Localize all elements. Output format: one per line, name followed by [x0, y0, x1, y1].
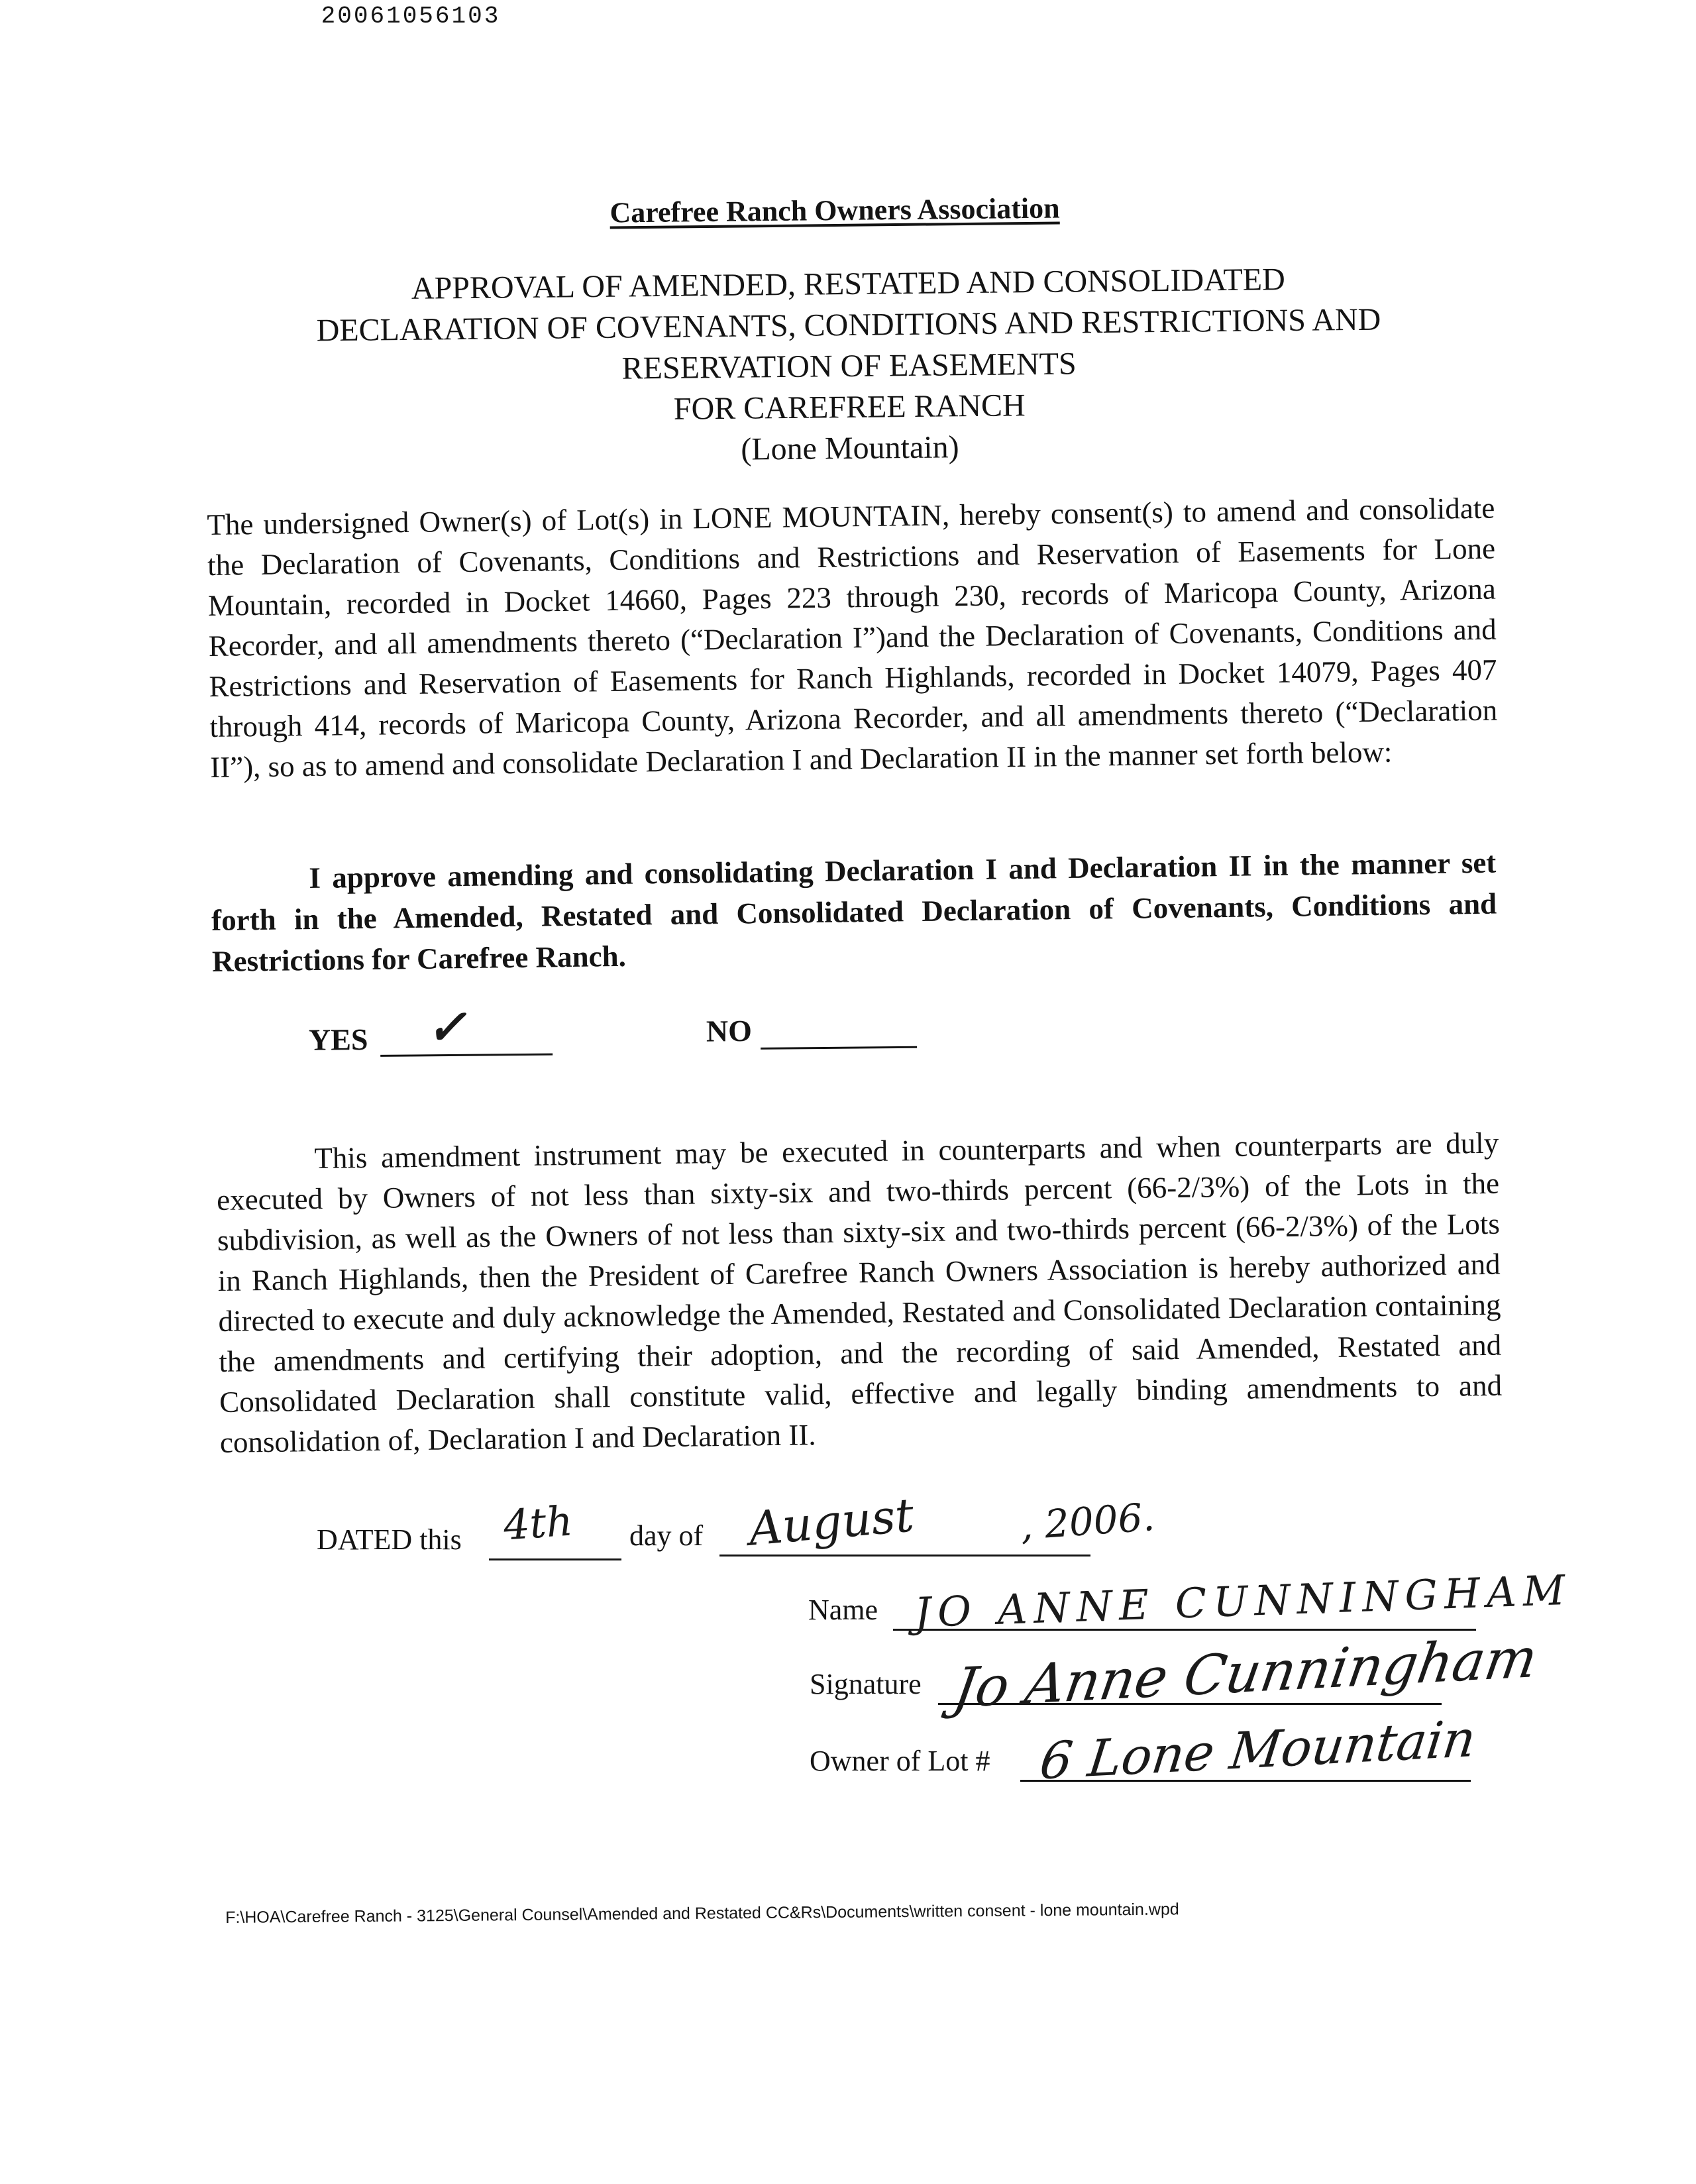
- footer-file-path: F:\HOA\Carefree Ranch - 3125\General Counsel\Amended and Restated CC&Rs\Documents\written consent - lone mountain.wpd: [225, 1900, 1179, 1927]
- lot-handwritten: 6 Lone Mountain: [1036, 1708, 1479, 1791]
- yes-checkmark: ✓: [426, 998, 467, 1056]
- signature-handwritten: Jo Anne Cunningham: [949, 1626, 1542, 1721]
- heading-line: APPROVAL OF AMENDED, RESTATED AND CONSOLIDATED: [411, 262, 1286, 306]
- recording-number: 20061056103: [321, 3, 501, 30]
- consent-paragraph: The undersigned Owner(s) of Lot(s) in LONE MOUNTAIN, hereby consent(s) to amend and consolidate the Declaration of Covenants, Conditions and Restrictions and Reservation of Easements for Lone Mountain, recorded in Docket 14660, Pages 223 through 230, records of Maricopa County, Arizona Recorder, and all amendments thereto (“Declaration I”)and the Declaration of Covenants, Conditions and Restrictions and Reservation of Easements for Ranch Highlands, recorded in Docket 14079, Pages 407 through 414, records of Maricopa County, Arizona Recorder, and all amendments thereto (“Declaration II”), so as to amend and consolidate Declaration I and Declaration II in the manner set forth below:: [207, 491, 1498, 784]
- heading-line: RESERVATION OF EASEMENTS: [621, 346, 1077, 386]
- dated-label: DATED this: [317, 1523, 462, 1556]
- no-label: NO: [706, 1013, 753, 1048]
- month-line[interactable]: [719, 1555, 1090, 1556]
- signature-label: Signature: [810, 1668, 922, 1700]
- name-handwritten: JO ANNE CUNNINGHAM: [914, 1565, 1573, 1637]
- day-line[interactable]: [489, 1558, 621, 1560]
- heading-line: (Lone Mountain): [741, 429, 959, 467]
- counterparts-paragraph: This amendment instrument may be executed in counterparts and when counterparts are duly executed by Owners of not less than sixty-six and two-thirds percent (66-2/3%) of the Lots in the subdivision, as well as the Owners of not less than sixty-six and two-thirds percent (66-2/3%) of the Lots in Ranch Highlands, then the President of Carefree Ranch Owners Association is hereby authorized and directed to execute and duly acknowledge the Amended, Restated and Consolidated Declaration containing the amendments and certifying their adoption, and the recording of said Amended, Restated and Consolidated Declaration shall constitute valid, effective and legally binding amendments to and consolidation of, Declaration I and Declaration II.: [216, 1126, 1503, 1459]
- lot-label: Owner of Lot #: [810, 1745, 990, 1777]
- day-handwritten: 4th: [502, 1496, 574, 1550]
- approval-statement: I approve amending and consolidating Declaration I and Declaration II in the manner set forth in the Amended, Restated and Consolidated Declaration of Covenants, Conditions and Restrictions for Carefree Ranch.: [211, 846, 1497, 978]
- year-handwritten: , 2006.: [1018, 1494, 1157, 1549]
- association-title: Carefree Ranch Owners Association: [610, 191, 1060, 229]
- day-of-label: day of: [629, 1519, 704, 1552]
- heading-line: DECLARATION OF COVENANTS, CONDITIONS AND RESTRICTIONS AND: [316, 301, 1381, 349]
- month-handwritten: August: [746, 1488, 916, 1556]
- yes-label: YES: [308, 1022, 368, 1057]
- heading-line: FOR CAREFREE RANCH: [673, 388, 1026, 427]
- name-label: Name: [808, 1594, 878, 1626]
